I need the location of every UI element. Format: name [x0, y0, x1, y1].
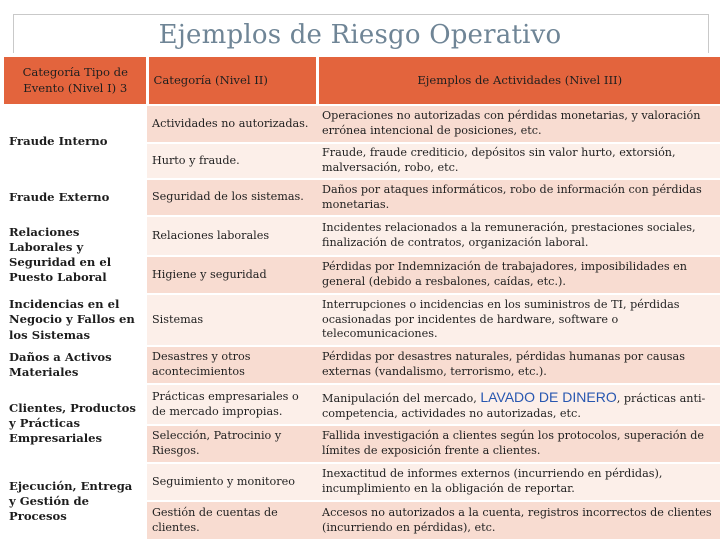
- category-clientes-productos: Clientes, Productos y Prácticas Empresariales: [4, 384, 147, 463]
- example-cell: Interrupciones o incidencias en los suministros de TI, pérdidas ocasionadas por incidentes de hardware, software o telecomunicaciones.: [317, 294, 720, 346]
- table-row: [4, 105, 720, 143]
- header-category-level2: Categoría (Nivel II): [147, 57, 317, 105]
- table-row: [4, 384, 720, 425]
- subcategory-cell: Actividades no autorizadas.: [147, 105, 317, 143]
- subcategory-cell: Hurto y fraude.: [147, 143, 317, 179]
- subcategory-cell: Prácticas empresariales o de mercado impropias.: [147, 384, 317, 425]
- subcategory-cell: Seguimiento y monitoreo: [147, 463, 317, 501]
- example-cell: Operaciones no autorizadas con pérdidas monetarias, y valoración errónea intencional de posiciones, etc.: [317, 105, 720, 143]
- subcategory-cell: Sistemas: [147, 294, 317, 346]
- category-danos-activos: Daños a Activos Materiales: [4, 346, 147, 384]
- subcategory-cell: Higiene y seguridad: [147, 256, 317, 294]
- table-row: [4, 294, 720, 346]
- example-cell: [317, 384, 720, 425]
- category-fraude-interno: Fraude Interno: [4, 105, 147, 179]
- subcategory-cell: Seguridad de los sistemas.: [147, 179, 317, 216]
- table-header-row: [4, 57, 720, 105]
- category-fraude-externo: Fraude Externo: [4, 179, 147, 216]
- category-ejecucion-entrega: Ejecución, Entrega y Gestión de Procesos: [4, 463, 147, 539]
- header-event-category: Categoría Tipo de Evento (Nivel I) 3: [4, 57, 147, 105]
- header-activity-examples: Ejemplos de Actividades (Nivel III): [317, 57, 720, 105]
- table-row: [4, 216, 720, 256]
- subcategory-cell: Relaciones laborales: [147, 216, 317, 256]
- risk-table: [4, 57, 720, 539]
- table-row: [4, 346, 720, 384]
- example-cell: Fraude, fraude crediticio, depósitos sin valor hurto, extorsión, malversación, robo, etc.: [317, 143, 720, 179]
- example-cell: Daños por ataques informáticos, robo de información con pérdidas monetarias.: [317, 179, 720, 216]
- subcategory-cell: Selección, Patrocinio y Riesgos.: [147, 425, 317, 463]
- example-text-pre: Manipulación del mercado,: [322, 391, 481, 405]
- example-cell: Pérdidas por desastres naturales, pérdidas humanas por causas externas (vandalismo, terrorismo, etc.).: [317, 346, 720, 384]
- highlight-lavado-de-dinero: LAVADO DE DINERO: [480, 388, 617, 405]
- category-relaciones-laborales: Relaciones Laborales y Seguridad en el Puesto Laboral: [4, 216, 147, 294]
- category-incidencias-negocio: Incidencias en el Negocio y Fallos en los Sistemas: [4, 294, 147, 346]
- example-text-post: , prácticas anti-competencia, actividades no autorizadas, etc.: [322, 391, 706, 420]
- table-row: [4, 179, 720, 216]
- example-cell: Fallida investigación a clientes según los protocolos, superación de límites de exposición frente a clientes.: [317, 425, 720, 463]
- subcategory-cell: Desastres y otros acontecimientos: [147, 346, 317, 384]
- example-cell: Accesos no autorizados a la cuenta, registros incorrectos de clientes (incurriendo en pérdidas), etc.: [317, 501, 720, 539]
- example-cell: Incidentes relacionados a la remuneración, prestaciones sociales, finalización de contratos, organización laboral.: [317, 216, 720, 256]
- subcategory-cell: Gestión de cuentas de clientes.: [147, 501, 317, 539]
- table-row: [4, 463, 720, 501]
- example-cell: Pérdidas por Indemnización de trabajadores, imposibilidades en general (debido a resbalones, caídas, etc.).: [317, 256, 720, 294]
- page-title: Ejemplos de Riesgo Operativo: [158, 20, 562, 50]
- example-cell: Inexactitud de informes externos (incurriendo en pérdidas), incumplimiento en la obligación de reportar.: [317, 463, 720, 501]
